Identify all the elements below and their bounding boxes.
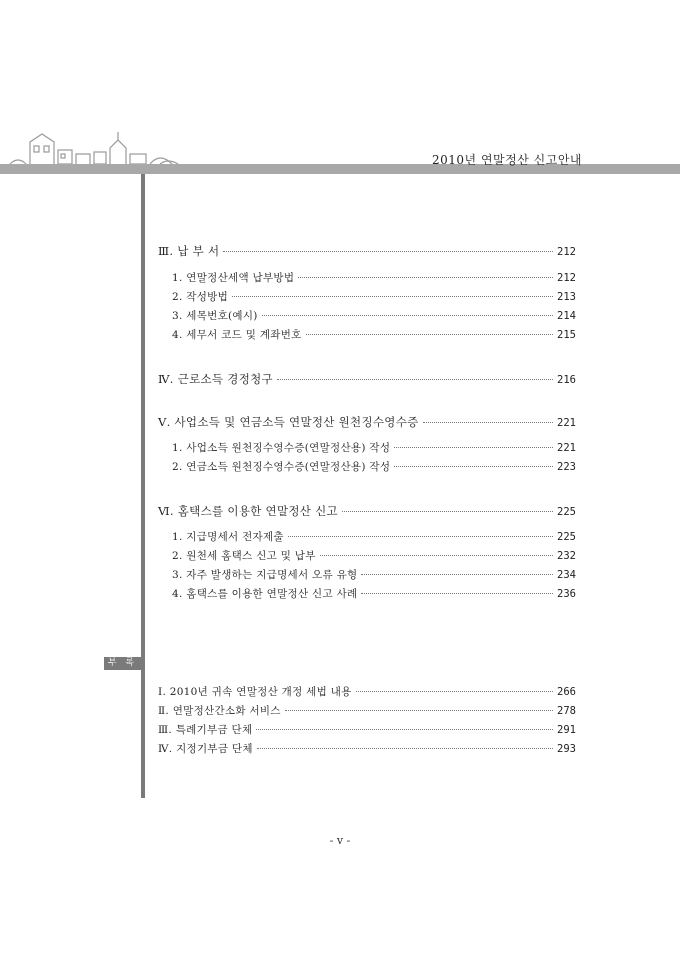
leader-dots: [320, 555, 553, 556]
header-title: 2010년 연말정산 신고안내: [432, 153, 582, 167]
toc-page-number: 215: [557, 329, 576, 341]
leader-dots: [277, 379, 553, 380]
toc-page-number: 214: [557, 310, 576, 322]
toc-item[interactable]: [172, 440, 576, 456]
vertical-rule: [141, 174, 145, 798]
toc-item-title: Ⅳ. 지정기부금 단체: [158, 743, 253, 755]
toc-section-title: Ⅵ. 홈택스를 이용한 연말정산 신고: [158, 504, 338, 518]
toc-page-number: 212: [557, 272, 576, 284]
leader-dots: [256, 729, 553, 730]
toc-page-number: 236: [557, 588, 576, 600]
toc-section-3[interactable]: [158, 243, 576, 259]
toc-item-title: 4. 세무서 코드 및 계좌번호: [172, 329, 302, 341]
toc-item-title: 1. 연말정산세액 납부방법: [172, 272, 295, 284]
toc-item[interactable]: [172, 586, 576, 602]
toc-section-title: Ⅳ. 근로소득 경정청구: [158, 372, 273, 386]
toc-item-title: 2. 작성방법: [172, 291, 229, 303]
toc-page-number: 234: [557, 569, 576, 581]
toc-appendix-item[interactable]: [158, 722, 576, 738]
leader-dots: [223, 251, 553, 252]
toc-item-title: Ⅱ. 연말정산간소화 서비스: [158, 705, 281, 717]
toc-section-title: Ⅴ. 사업소득 및 연금소득 연말정산 원천징수영수증: [158, 415, 419, 429]
leader-dots: [423, 422, 554, 423]
toc-item-title: 1. 지급명세서 전자제출: [172, 531, 284, 543]
toc-item-title: 3. 세목번호(예시): [172, 310, 258, 322]
toc-page-number: 266: [557, 686, 576, 698]
toc-item-title: 4. 홈택스를 이용한 연말정산 신고 사례: [172, 588, 358, 600]
toc-item[interactable]: [172, 459, 576, 475]
leader-dots: [262, 315, 553, 316]
toc-appendix-item[interactable]: [158, 684, 576, 700]
leader-dots: [257, 748, 553, 749]
toc-page-number: 225: [557, 531, 576, 543]
toc-item-title: 1. 사업소득 원천징수영수증(연말정산용) 작성: [172, 442, 391, 454]
toc-page-number: 232: [557, 550, 576, 562]
toc-item[interactable]: [172, 289, 576, 305]
toc-section-6[interactable]: [158, 503, 576, 519]
leader-dots: [298, 277, 553, 278]
toc-page-number: 213: [557, 291, 576, 303]
toc-section-title: Ⅲ. 납 부 서: [158, 244, 220, 258]
leader-dots: [394, 466, 553, 467]
toc-section-5[interactable]: [158, 414, 576, 430]
toc-item[interactable]: [172, 548, 576, 564]
toc-section-4[interactable]: [158, 371, 576, 387]
appendix-tab: 부 록: [104, 657, 141, 670]
toc-appendix-item[interactable]: [158, 703, 576, 719]
leader-dots: [361, 593, 553, 594]
toc-item[interactable]: [172, 529, 576, 545]
leader-dots: [306, 334, 553, 335]
toc-page-number: 278: [557, 705, 576, 717]
toc-page-number: 293: [557, 743, 576, 755]
page-number: - v -: [329, 834, 351, 847]
leader-dots: [232, 296, 553, 297]
toc-page-number: 223: [557, 461, 576, 473]
toc-item-title: 2. 연금소득 원천징수영수증(연말정산용) 작성: [172, 461, 391, 473]
toc-page-number: 212: [557, 246, 576, 258]
toc-item-title: 3. 자주 발생하는 지급명세서 오류 유형: [172, 569, 358, 581]
leader-dots: [356, 691, 553, 692]
toc-page-number: 221: [557, 417, 576, 429]
leader-dots: [394, 447, 553, 448]
leader-dots: [342, 511, 553, 512]
houses-illustration-icon: [0, 128, 200, 168]
leader-dots: [285, 710, 553, 711]
leader-dots: [361, 574, 553, 575]
toc-page-number: 221: [557, 442, 576, 454]
leader-dots: [288, 536, 553, 537]
toc-item-title: Ⅲ. 특례기부금 단체: [158, 724, 253, 736]
toc-item-title: 2. 원천세 홈택스 신고 및 납부: [172, 550, 316, 562]
toc-page-number: 225: [557, 506, 576, 518]
toc-item[interactable]: [172, 567, 576, 583]
toc-item[interactable]: [172, 327, 576, 343]
toc-item[interactable]: [172, 308, 576, 324]
toc-page-number: 216: [557, 374, 576, 386]
toc-item-title: Ⅰ. 2010년 귀속 연말정산 개정 세법 내용: [158, 686, 352, 698]
toc-page-number: 291: [557, 724, 576, 736]
toc-item[interactable]: [172, 270, 576, 286]
toc-appendix-item[interactable]: [158, 741, 576, 757]
